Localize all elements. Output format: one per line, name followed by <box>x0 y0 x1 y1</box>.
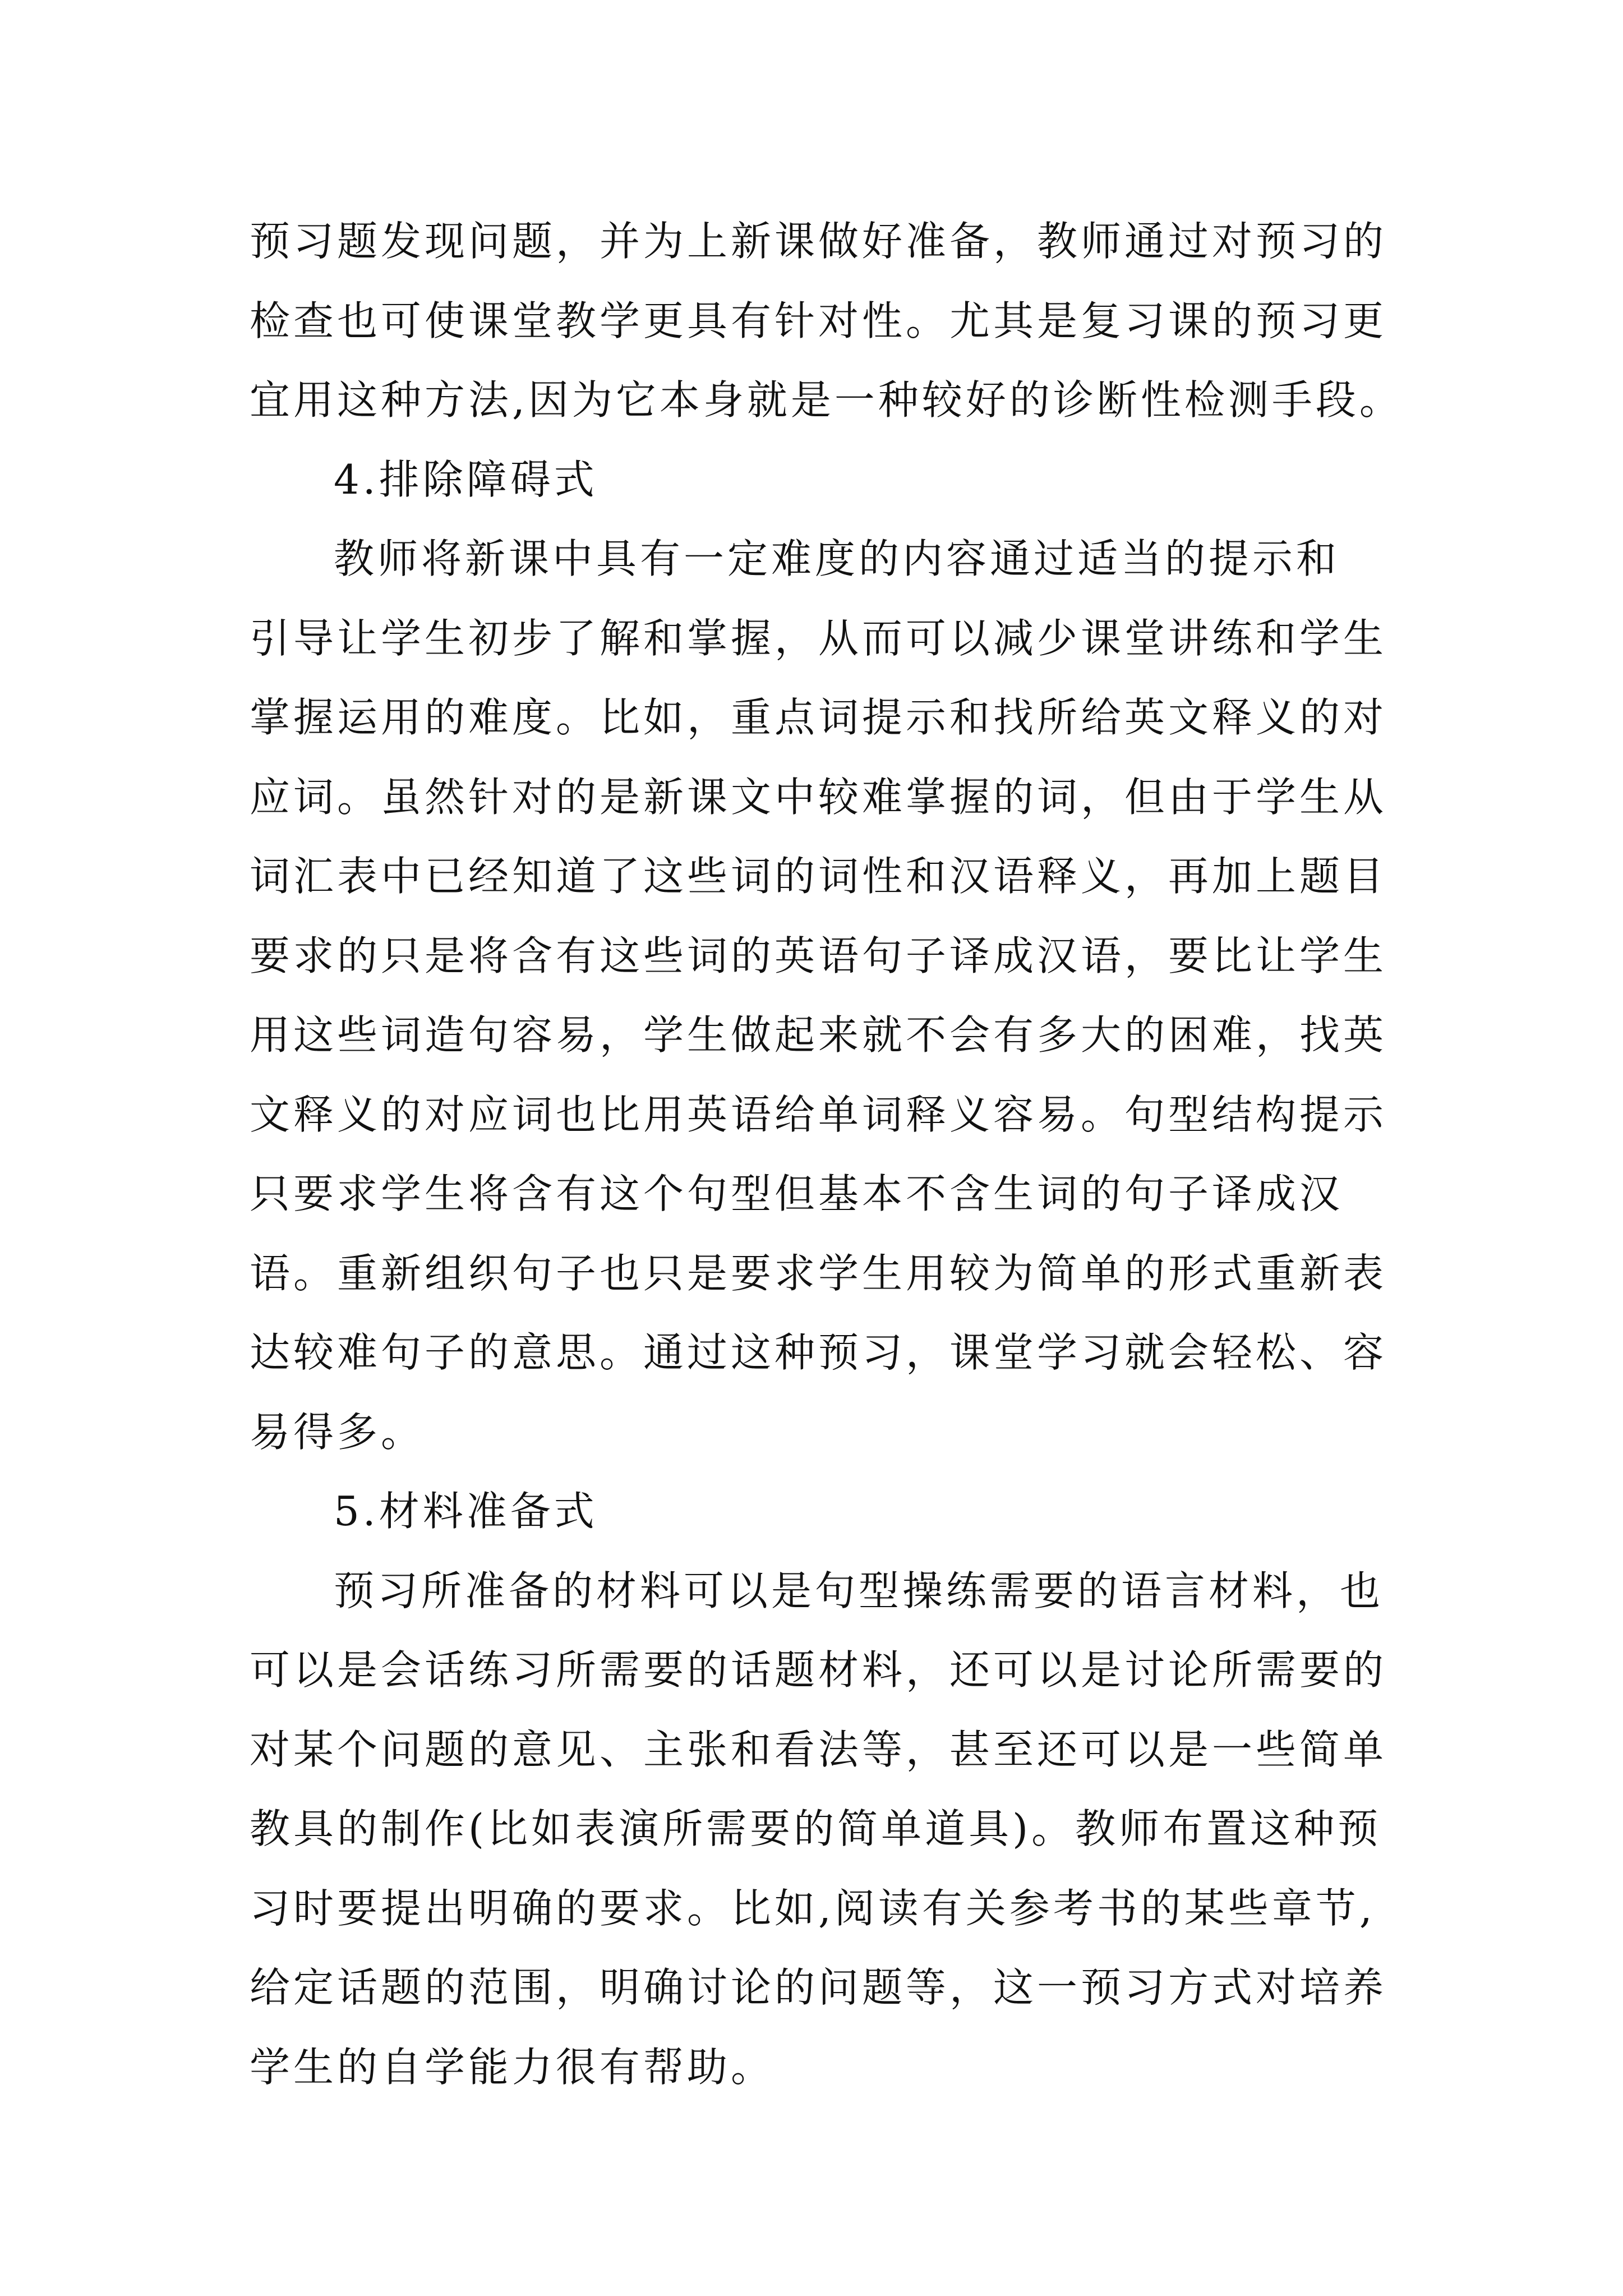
body-text <box>250 202 1403 2107</box>
paragraph-line: 易得多。 <box>250 1408 425 1456</box>
paragraph-line: 预习题发现问题，并为上新课做好准备，教师通过对预习的 <box>250 218 1387 265</box>
section-heading: 4.排除障碍式 <box>334 455 598 503</box>
paragraph-line: 宜用这种方法,因为它本身就是一种较好的诊断性检测手段。 <box>250 376 1403 424</box>
paragraph-line: 只要求学生将含有这个句型但基本不含生词的句子译成汉 <box>250 1170 1344 1217</box>
paragraph-line: 检查也可使课堂教学更具有针对性。尤其是复习课的预习更 <box>250 297 1387 344</box>
paragraph-line: 学生的自学能力很有帮助。 <box>250 2043 775 2091</box>
section-heading: 5.材料准备式 <box>334 1488 598 1535</box>
paragraph-line: 词汇表中已经知道了这些词的词性和汉语释义，再加上题目 <box>250 853 1387 900</box>
paragraph-line: 语。重新组织句子也只是要求学生用较为简单的形式重新表 <box>250 1249 1387 1297</box>
paragraph-line: 可以是会话练习所需要的话题材料，还可以是讨论所需要的 <box>250 1646 1387 1694</box>
paragraph-line: 要求的只是将含有这些词的英语句子译成汉语，要比让学生 <box>250 932 1387 979</box>
paragraph-line: 应词。虽然针对的是新课文中较难掌握的词，但由于学生从 <box>250 773 1387 821</box>
paragraph-line: 对某个问题的意见、主张和看法等，甚至还可以是一些简单 <box>250 1726 1387 1773</box>
paragraph-line: 给定话题的范围，明确讨论的问题等，这一预习方式对培养 <box>250 1964 1387 2011</box>
paragraph-line: 习时要提出明确的要求。比如,阅读有关参考书的某些章节, <box>250 1884 1376 1932</box>
paragraph-line: 达较难句子的意思。通过这种预习，课堂学习就会轻松、容 <box>250 1329 1387 1376</box>
paragraph-line: 教具的制作(比如表演所需要的简单道具)。教师布置这种预 <box>250 1805 1382 1852</box>
paragraph-line: 文释义的对应词也比用英语给单词释义容易。句型结构提示 <box>250 1091 1387 1138</box>
paragraph-line: 引导让学生初步了解和掌握，从而可以减少课堂讲练和学生 <box>250 614 1387 662</box>
paragraph-line: 掌握运用的难度。比如，重点词提示和找所给英文释义的对 <box>250 694 1387 741</box>
paragraph-line: 教师将新课中具有一定难度的内容通过适当的提示和 <box>334 535 1340 582</box>
paragraph-line: 用这些词造句容易，学生做起来就不会有多大的困难，找英 <box>250 1011 1387 1059</box>
paragraph-line: 预习所准备的材料可以是句型操练需要的语言材料，也 <box>334 1567 1384 1614</box>
